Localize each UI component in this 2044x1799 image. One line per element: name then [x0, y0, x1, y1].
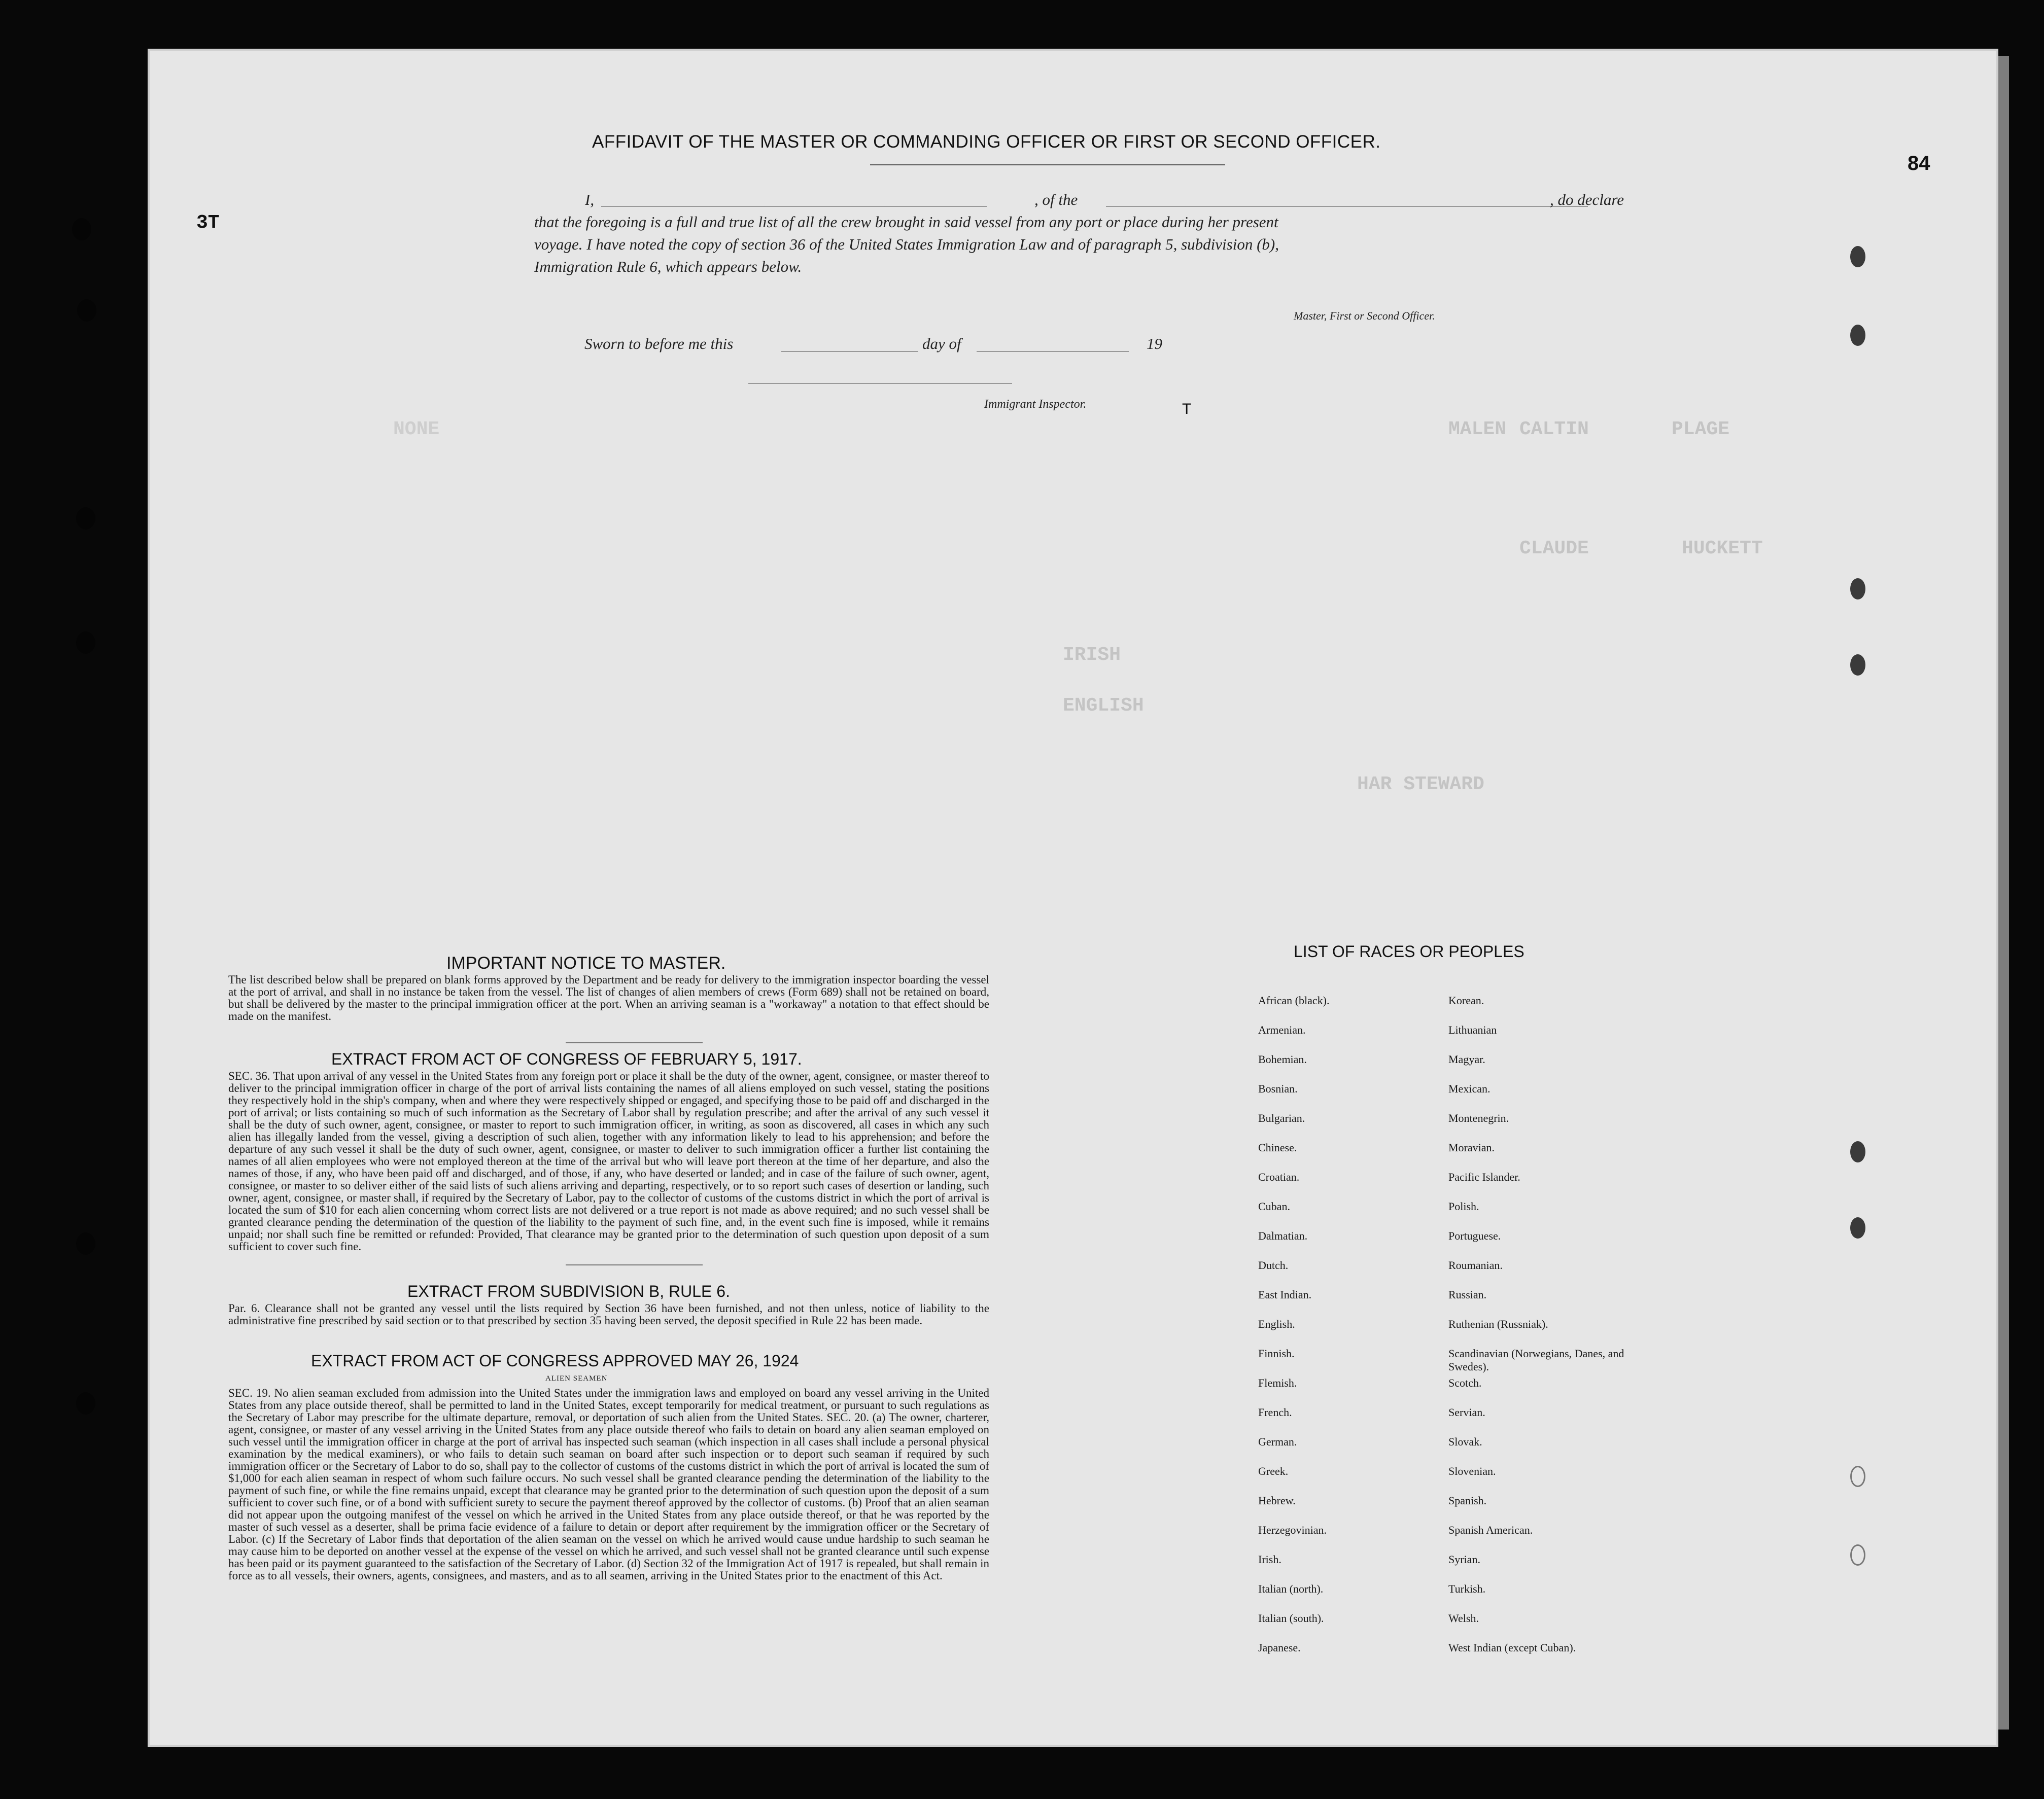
day-of-label: day of	[922, 335, 961, 352]
race-item: Korean.	[1448, 994, 1484, 1007]
race-item: Ruthenian (Russniak).	[1448, 1318, 1548, 1330]
ring-hole	[1850, 1466, 1865, 1487]
bleed-through-text: CLAUDE	[1519, 538, 1589, 559]
binder-hole	[76, 1232, 95, 1255]
race-item: Flemish.	[1258, 1377, 1297, 1389]
race-item: Italian (south).	[1258, 1612, 1324, 1625]
master-signature-label: Master, First or Second Officer.	[1294, 309, 1435, 322]
affidavit-line-3: voyage. I have noted the copy of section 36 of the United States Immigration Law and of paragraph 5, subdivision (b),	[534, 235, 1279, 253]
bleed-through-text: MALEN	[1448, 418, 1507, 440]
bleed-through-text: PLAGE	[1672, 418, 1730, 440]
margin-mark: 3T	[196, 212, 220, 234]
race-item: Japanese.	[1258, 1641, 1301, 1654]
binder-hole	[77, 299, 96, 322]
races-heading: LIST OF RACES OR PEOPLES	[1294, 942, 1525, 961]
race-item: Dalmatian.	[1258, 1229, 1308, 1242]
race-item: Scandinavian (Norwegians, Danes, and Swedes).	[1448, 1347, 1624, 1373]
ring-hole	[1850, 654, 1865, 676]
race-item: Mexican.	[1448, 1082, 1491, 1095]
binder-hole	[76, 1392, 95, 1415]
race-item: Bulgarian.	[1258, 1112, 1305, 1124]
race-item: French.	[1258, 1406, 1292, 1419]
inspector-label: Immigrant Inspector.	[984, 398, 1087, 411]
race-item: Lithuanian	[1448, 1024, 1497, 1036]
extract-rule6-text: Par. 6. Clearance shall not be granted any vessel until the lists required by Section 36 have been furnished, and not then unless, notice of liability to the administrative fine prescribed by said section or to that prescribed by section 35 having been served, the deposit specified in Rule 22 has been made.	[228, 1302, 989, 1327]
name-line	[601, 206, 987, 207]
extract-1917-text: SEC. 36. That upon arrival of any vessel in the United States from any foreign port or place it shall be the duty of the owner, agent, consignee, or master thereof to deliver to the principal immigration officer in charge of the port of arrival lists containing the names of all aliens employed on such vessel, stating the positions they respectively hold in the ship's company, when and where they were respectively shipped or engaged, and specifying those to be paid off and discharged in the port of arrival; or lists containing so much of such information as the Secretary of Labor shall by regulation prescribe; and after the arrival of any such vessel it shall be the duty of such owner, agent, consignee, or master to report to such immigration officer, in writing, as soon as discovered, all cases in which any such alien has illegally landed from the vessel, giving a description of such alien, together with any information likely to lead to his apprehension; and before the departure of any such vessel it shall be the duty of such owner, agent, consignee, or master to deliver to such immigration officer a further list containing the names of all alien employees who were not employed thereon at the time of the arrival but who will leave port thereon at the time of her departure, and also the names of those, if any, who have been paid off and discharged, and of those, if any, who have deserted or landed; and in case of the failure of such owner, agent, consignee, or master to so deliver either of the said lists of such aliens arriving and departing, respectively, or to so report such cases of desertion or landing, such owner, agent, consignee, or master shall, if required by the Secretary of Labor, pay to the collector of customs of the customs district in which the port of arrival is located the sum of $10 for each alien concerning whom correct lists are not delivered or a true report is not made as above required; and no such vessel shall be granted clearance pending the determination of the question of the liability to the payment of such fine, and, in the event such fine is imposed, while it remains unpaid; nor shall such fine be remitted or refunded: Provided, That clearance may be granted prior to the determination of such question upon deposit of a sum sufficient to cover such fine.	[228, 1070, 989, 1253]
year-label: 19	[1147, 335, 1162, 352]
affidavit-of-the: , of the	[1034, 191, 1078, 208]
affidavit-i: I,	[585, 191, 595, 208]
ring-hole	[1850, 1544, 1865, 1566]
notice-heading: IMPORTANT NOTICE TO MASTER.	[446, 954, 726, 973]
ring-hole	[1850, 1217, 1865, 1239]
race-item: Turkish.	[1448, 1582, 1486, 1595]
race-item: Slovenian.	[1448, 1465, 1496, 1477]
extract-1924-subheading: ALIEN SEAMEN	[545, 1374, 608, 1383]
race-item: Scotch.	[1448, 1377, 1482, 1389]
section-rule	[566, 1042, 703, 1043]
race-item: Chinese.	[1258, 1141, 1297, 1154]
race-item: Bosnian.	[1258, 1082, 1298, 1095]
race-item: Italian (north).	[1258, 1582, 1324, 1595]
ring-hole	[1850, 325, 1865, 346]
race-item: Hebrew.	[1258, 1494, 1296, 1507]
race-item: Servian.	[1448, 1406, 1485, 1419]
race-item: West Indian (except Cuban).	[1448, 1641, 1576, 1654]
race-item: Portuguese.	[1448, 1229, 1501, 1242]
ring-hole	[1850, 578, 1865, 599]
race-item: Dutch.	[1258, 1259, 1289, 1272]
ring-hole	[1850, 1141, 1865, 1162]
binder-hole	[76, 507, 95, 530]
race-item: Syrian.	[1448, 1553, 1480, 1566]
inspector-signature-line	[748, 383, 1012, 384]
title-rule	[870, 164, 1225, 165]
binder-hole	[76, 631, 95, 654]
race-item: Roumanian.	[1448, 1259, 1503, 1272]
race-item: Finnish.	[1258, 1347, 1295, 1360]
race-item: Moravian.	[1448, 1141, 1495, 1154]
form-page	[150, 51, 1996, 1745]
race-item: Irish.	[1258, 1553, 1281, 1566]
race-item: Armenian.	[1258, 1024, 1306, 1036]
affidavit-line-4: Immigration Rule 6, which appears below.	[534, 258, 802, 275]
race-item: Russian.	[1448, 1288, 1487, 1301]
race-item: Spanish American.	[1448, 1524, 1533, 1536]
race-item: Greek.	[1258, 1465, 1289, 1477]
sworn-day-line	[781, 351, 918, 352]
race-item: Bohemian.	[1258, 1053, 1307, 1066]
affidavit-title: AFFIDAVIT OF THE MASTER OR COMMANDING OFFICER OR FIRST OR SECOND OFFICER.	[592, 132, 1381, 152]
bleed-through-text: CALTIN	[1519, 418, 1589, 440]
race-item: Montenegrin.	[1448, 1112, 1509, 1124]
bleed-through-text: HAR STEWARD	[1357, 773, 1484, 795]
race-item: Slovak.	[1448, 1435, 1482, 1448]
notice-text: The list described below shall be prepared on blank forms approved by the Department and be ready for delivery to the immigration inspector boarding the vessel at the port of arrival, and shall in no instance be taken from the vessel. The list of changes of alien members of crews (Form 689) shall not be retained on board, but shall be delivered by the master to the principal immigration officer at the port. When an arriving seaman is a "workaway" a notation to that effect should be made on the manifest.	[228, 973, 989, 1022]
bleed-through-text: NONE	[393, 418, 440, 440]
extract-1924-heading: EXTRACT FROM ACT OF CONGRESS APPROVED MAY 26, 1924	[311, 1352, 799, 1370]
extract-1924-text: SEC. 19. No alien seaman excluded from admission into the United States under the immigration laws and employed on board any vessel arriving in the United States from any place outside thereof, shall be permitted to land in the United States, except temporarily for medical treatment, or pursuant to such regulations as the Secretary of Labor may prescribe for the ultimate departure, removal, or deportation of such alien from the United States. SEC. 20. (a) The owner, charterer, agent, consignee, or master of any vessel arriving in the United States from any place outside thereof who fails to detain on board any alien seaman employed on such vessel until the immigration officer in charge at the port of arrival has inspected such seaman (which inspection in all cases shall include a personal physical examination by the medical examiners), or who fails to detain such seaman on board after such inspection or to deport such seaman if required by such immigration officer or the Secretary of Labor to do so, shall pay to the collector of customs of the customs district in which the port of arrival is located the sum of $1,000 for each alien seaman in respect of whom such failure occurs. No such vessel shall be granted clearance pending the determination of the liability to the payment of such fine, or while the fine remains unpaid, except that clearance may be granted prior to the determination of such question upon the deposit of a sum sufficient to cover such fine, or of a bond with sufficient surety to secure the payment thereof approved by the collector of customs. (b) Proof that an alien seaman did not appear upon the outgoing manifest of the vessel on which he arrived in the United States from any place outside thereof, or that he was reported by the master of such vessel as a deserter, shall be prima facie evidence of a failure to detain or deport after requirement by the immigration officer or the Secretary of Labor. (c) If the Secretary of Labor finds that deportation of the alien seaman on the vessel on which he arrived would cause undue hardship to such seaman he may cause him to be deported on another vessel at the expense of the vessel on which he arrived, and such vessel shall not be granted clearance until such expense has been paid or its payment guaranteed to the satisfaction of the Secretary of Labor. (d) Section 32 of the Immigration Act of 1917 is repealed, but shall remain in force as to all vessels, their owners, agents, consignees, and masters, and as to all seamen, arriving in the United States prior to the enactment of this Act.	[228, 1387, 989, 1582]
affidavit-line-2: that the foregoing is a full and true list of all the crew brought in said vessel from any port or place during her present	[534, 213, 1278, 231]
sworn-month-line	[977, 351, 1129, 352]
race-item: Pacific Islander.	[1448, 1171, 1520, 1183]
vessel-line	[1106, 206, 1588, 207]
race-item: African (black).	[1258, 994, 1330, 1007]
race-item: English.	[1258, 1318, 1295, 1330]
page-number: 84	[1908, 152, 1930, 174]
binder-hole	[72, 218, 91, 240]
inspector-mark: T	[1182, 401, 1192, 417]
race-item: German.	[1258, 1435, 1297, 1448]
bleed-through-text: IRISH	[1063, 644, 1121, 666]
ring-hole	[1850, 246, 1865, 267]
race-item: Magyar.	[1448, 1053, 1485, 1066]
bleed-through-text: ENGLISH	[1063, 695, 1144, 717]
race-item: Spanish.	[1448, 1494, 1487, 1507]
extract-rule6-heading: EXTRACT FROM SUBDIVISION B, RULE 6.	[407, 1282, 730, 1300]
race-item: Herzegovinian.	[1258, 1524, 1327, 1536]
race-item: Polish.	[1448, 1200, 1479, 1213]
sworn-label: Sworn to before me this	[584, 335, 734, 352]
race-item: Cuban.	[1258, 1200, 1290, 1213]
race-item: East Indian.	[1258, 1288, 1312, 1301]
extract-1917-heading: EXTRACT FROM ACT OF CONGRESS OF FEBRUARY 5, 1917.	[331, 1050, 802, 1068]
race-item: Croatian.	[1258, 1171, 1300, 1183]
affidavit-declare: , do declare	[1550, 191, 1624, 208]
race-item: Welsh.	[1448, 1612, 1479, 1625]
bleed-through-text: HUCKETT	[1682, 538, 1763, 559]
section-rule	[566, 1264, 703, 1265]
